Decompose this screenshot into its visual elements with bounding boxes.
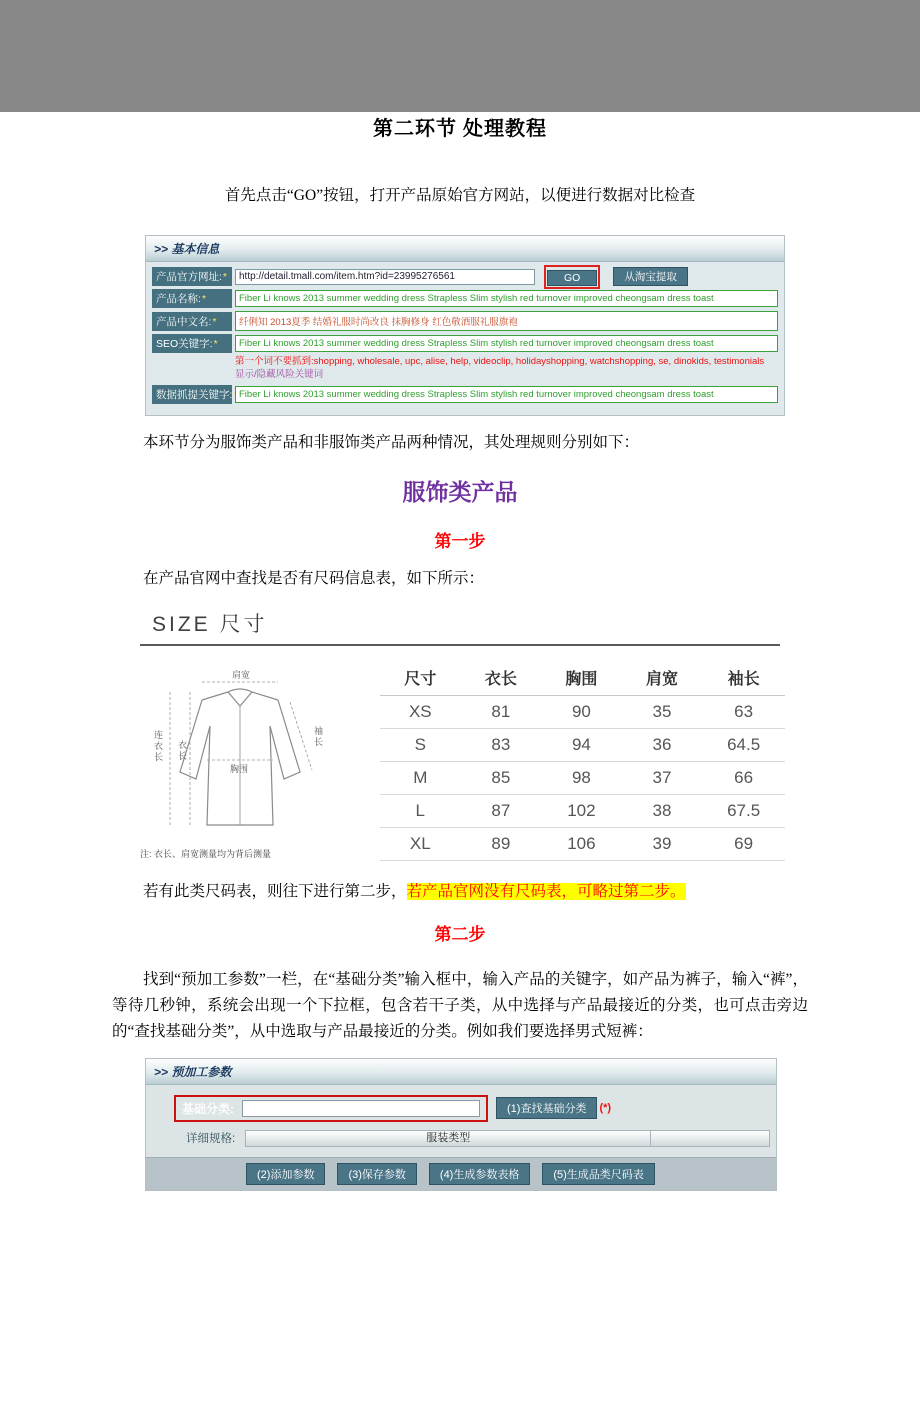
chest-label: 胸围 bbox=[230, 764, 249, 775]
generate-size-table-button[interactable]: (5)生成品类尺码表 bbox=[542, 1163, 654, 1185]
sleeve-length-label: 袖长 bbox=[313, 726, 323, 749]
col-header: 肩宽 bbox=[622, 660, 703, 696]
required-star: * bbox=[222, 271, 228, 283]
row-data-keywords bbox=[152, 385, 778, 404]
detail-spec-empty-cell bbox=[651, 1131, 769, 1146]
add-params-button[interactable]: (2)添加参数 bbox=[246, 1163, 325, 1185]
detail-spec-label: 详细规格: bbox=[186, 1133, 236, 1146]
shoulder-width-label: 肩宽 bbox=[232, 670, 251, 681]
go-button[interactable]: GO bbox=[547, 270, 597, 286]
required-star: * bbox=[201, 293, 207, 305]
shirt-diagram-svg bbox=[140, 660, 345, 860]
col-header: 袖长 bbox=[702, 660, 785, 696]
detail-spec-value[interactable]: 服装类型 bbox=[246, 1131, 651, 1146]
base-class-annotation bbox=[174, 1095, 488, 1122]
diagram-note: 注: 衣长、肩宽测量均为背后测量 bbox=[140, 849, 272, 860]
save-params-button[interactable]: (3)保存参数 bbox=[337, 1163, 416, 1185]
go-button-annotation bbox=[547, 268, 597, 286]
preprocess-body bbox=[146, 1085, 776, 1190]
document-page bbox=[0, 112, 920, 1414]
product-cn-name-label: 产品中文名:* bbox=[152, 312, 232, 331]
size-chart-title: SIZE 尺寸 bbox=[152, 613, 268, 637]
page-title: 第二环节 处理教程 bbox=[373, 118, 547, 140]
row-product-name bbox=[152, 289, 778, 308]
product-url-input[interactable] bbox=[235, 269, 535, 285]
size-chart-rule bbox=[140, 644, 780, 646]
data-keywords-label: 数据抓提关键字: bbox=[152, 385, 232, 404]
table-row: S 83 94 36 64.5 bbox=[380, 729, 785, 762]
required-star: * bbox=[213, 338, 218, 350]
seo-warning-block bbox=[235, 356, 778, 382]
seo-keywords-field[interactable]: Fiber Li knows 2013 summer wedding dress Strapless Slim stylish red turnover improved cheongsam dress toast bbox=[235, 335, 778, 352]
product-name-label: 产品名称:* bbox=[152, 289, 232, 308]
find-base-class-button[interactable]: (1)查找基础分类 bbox=[496, 1097, 597, 1119]
table-row: L 87 102 38 67.5 bbox=[380, 795, 785, 828]
preprocess-header: >> 预加工参数 bbox=[146, 1059, 776, 1085]
step1-heading: 第一步 bbox=[434, 531, 486, 551]
table-row: M 85 98 37 66 bbox=[380, 762, 785, 795]
seo-warning-text: 第一个词不要抓到:shopping, wholesale, upc, alise, help, videoclip, holidayshopping, watchshopping, se, dinokids, testimonials bbox=[235, 356, 765, 367]
product-cn-name-field[interactable]: 纤俐知 2013夏季 结婚礼服时尚改良 抹胸修身 红色敬酒服礼服旗袍 bbox=[235, 311, 778, 331]
risk-keywords-toggle-link[interactable]: 显示/隐藏风险关键词 bbox=[235, 368, 324, 380]
base-class-input[interactable] bbox=[242, 1100, 480, 1117]
col-header: 胸围 bbox=[541, 660, 622, 696]
note-plain-text: 若有此类尺码表，则往下进行第二步， bbox=[143, 883, 407, 901]
generate-params-table-button[interactable]: (4)生成参数表格 bbox=[429, 1163, 530, 1185]
step1-note-paragraph bbox=[112, 879, 808, 905]
row-detail-spec bbox=[146, 1130, 776, 1147]
required-mark: (*) bbox=[599, 1102, 612, 1115]
base-class-label: 基础分类: bbox=[182, 1101, 234, 1116]
row-base-class bbox=[146, 1095, 776, 1122]
preprocess-button-row bbox=[146, 1157, 776, 1190]
basic-info-header: >> 基本信息 bbox=[146, 236, 784, 262]
preprocess-params-panel bbox=[145, 1058, 777, 1191]
length-label: 衣长 bbox=[177, 740, 187, 763]
step1-paragraph: 在产品官网中查找是否有尺码信息表，如下所示： bbox=[143, 569, 485, 587]
product-url-label: 产品官方网址:* bbox=[152, 267, 232, 286]
step2-heading: 第二步 bbox=[434, 924, 486, 944]
detail-spec-bar bbox=[245, 1130, 770, 1147]
row-product-url bbox=[152, 267, 778, 286]
basic-info-body bbox=[146, 262, 784, 415]
row-product-cn-name bbox=[152, 311, 778, 331]
section-intro-paragraph: 本环节分为服饰类产品和非服饰类产品两种情况，其处理规则分别如下： bbox=[143, 433, 640, 451]
clothing-section-heading: 服饰类产品 bbox=[402, 479, 518, 505]
seo-keywords-label: SEO关键字:* bbox=[152, 334, 232, 353]
size-table-header-row bbox=[380, 660, 785, 696]
size-table bbox=[380, 660, 785, 861]
full-length-label: 连衣长 bbox=[153, 730, 163, 764]
size-chart-section bbox=[140, 660, 785, 861]
basic-info-panel bbox=[145, 235, 785, 416]
extract-from-taobao-button[interactable]: 从淘宝提取 bbox=[613, 267, 688, 286]
table-row: XS 81 90 35 63 bbox=[380, 696, 785, 729]
required-star: * bbox=[212, 315, 217, 328]
table-row: XL 89 106 39 69 bbox=[380, 828, 785, 861]
shirt-measurement-diagram bbox=[140, 660, 345, 860]
data-keywords-field[interactable]: Fiber Li knows 2013 summer wedding dress Strapless Slim stylish red turnover improved cheongsam dress toast bbox=[235, 386, 778, 403]
col-header: 尺寸 bbox=[380, 660, 461, 696]
intro-paragraph: 首先点击“GO”按钮，打开产品原始官方网站，以便进行数据对比检查 bbox=[224, 187, 696, 204]
row-seo-keywords bbox=[152, 334, 778, 353]
step2-paragraph: 找到“预加工参数”一栏，在“基础分类”输入框中，输入产品的关键字，如产品为裤子，输入“裤”，等待几秒钟，系统会出现一个下拉框，包含若干子类，从中选择与产品最接近的分类，也可点击旁边的“查找基础分类”，从中选取与产品最接近的分类。例如我们要选择男式短裤： bbox=[112, 970, 808, 1041]
note-highlighted-text: 若产品官网没有尺码表，可略过第二步。 bbox=[406, 883, 686, 901]
product-name-field[interactable]: Fiber Li knows 2013 summer wedding dress Strapless Slim stylish red turnover improved cheongsam dress toast bbox=[235, 290, 778, 307]
col-header: 衣长 bbox=[461, 660, 542, 696]
